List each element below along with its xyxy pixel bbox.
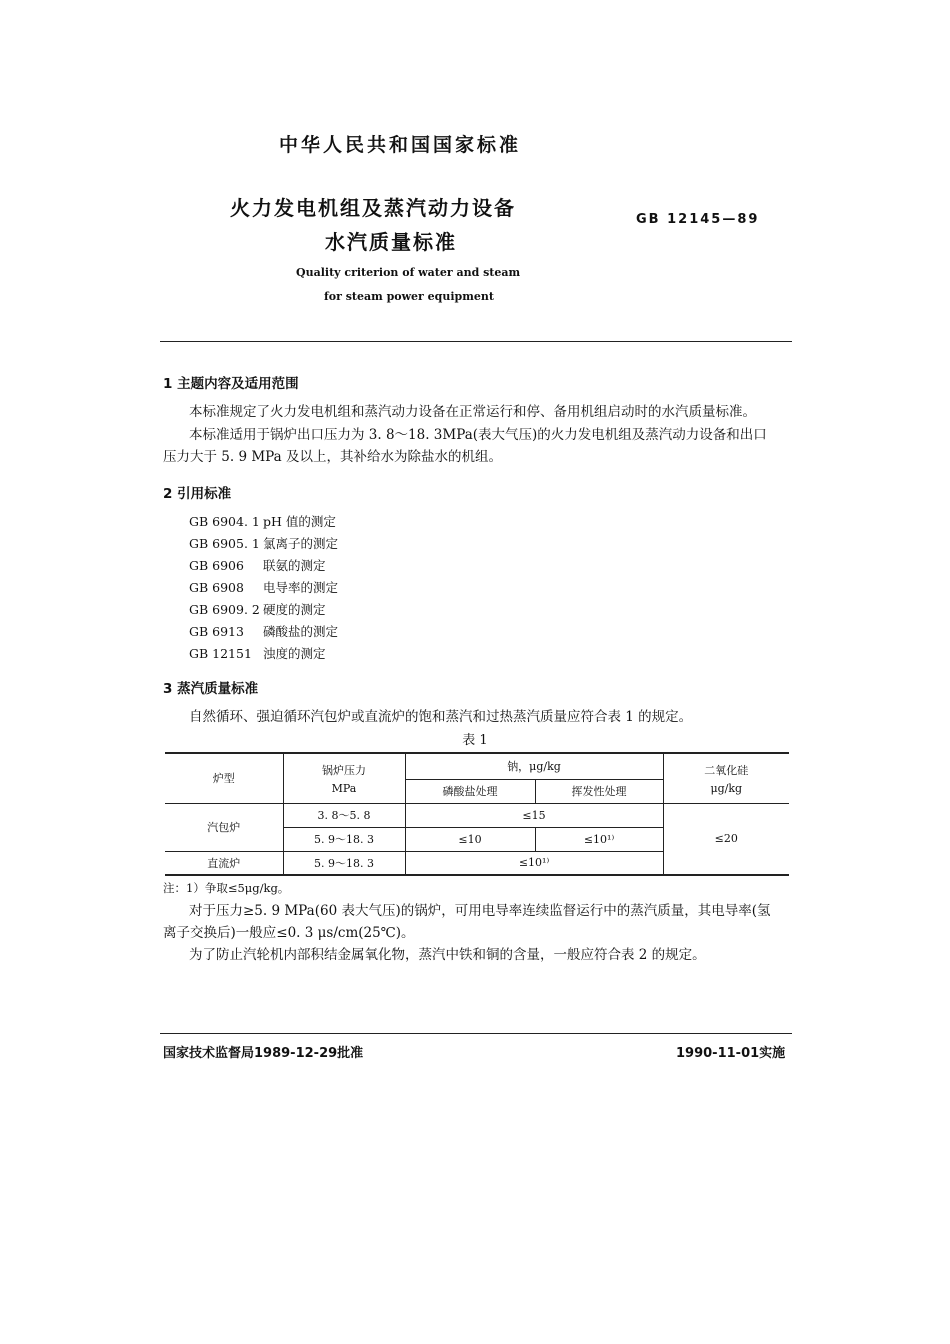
header-silica: 二氧化硅 μg/kg [663, 753, 789, 803]
implementation-date: 1990-11-01实施 [676, 1046, 786, 1061]
table-1-caption: 表 1 [462, 733, 488, 748]
reference-item [189, 555, 338, 577]
reference-name: 氯离子的测定 [263, 536, 339, 551]
drum-pressure-range-1: 3. 8～5. 8 [283, 803, 405, 827]
doc-title-line2: 水汽质量标准 [325, 230, 457, 254]
header-boiler-pressure: 锅炉压力 MPa [283, 753, 405, 803]
section-1-paragraph-2b: 压力大于 5. 9 MPa 及以上，其补给水为除盐水的机组。 [163, 449, 502, 465]
reference-code: GB 6913 [189, 624, 244, 639]
reference-name: 浊度的测定 [263, 646, 326, 661]
reference-code: GB 6904. 1 [189, 514, 260, 529]
reference-item [189, 599, 338, 621]
reference-code: GB 6909. 2 [189, 602, 260, 617]
drum-boiler-label: 汽包炉 [165, 803, 283, 851]
reference-code: GB 6908 [189, 580, 244, 595]
section-3-intro: 自然循环、强迫循环汽包炉或直流炉的饱和蒸汽和过热蒸汽质量应符合表 1 的规定。 [189, 709, 693, 725]
section-1-paragraph-1: 本标准规定了火力发电机组和蒸汽动力设备在正常运行和停、备用机组启动时的水汽质量标准。 [189, 404, 756, 420]
header-sodium: 钠，μg/kg [405, 753, 663, 779]
approval-date: 国家技术监督局1989-12-29批准 [163, 1046, 364, 1061]
table-note: 注：1）争取≤5μg/kg。 [163, 881, 290, 895]
reference-item [189, 533, 338, 555]
reference-item [189, 511, 338, 533]
drum-pressure-range-2: 5. 9～18. 3 [283, 827, 405, 851]
reference-list [189, 511, 338, 665]
footer-divider [160, 1033, 792, 1034]
section-3-paragraph-2a: 对于压力≥5. 9 MPa(60 表大气压)的锅炉，可用电导率连续监督运行中的蒸汽质量，其电导率(氢 [189, 903, 771, 919]
steam-quality-table [165, 752, 789, 876]
once-through-sodium-value: ≤10¹⁾ [405, 851, 663, 875]
reference-item [189, 577, 338, 599]
reference-code: GB 12151 [189, 646, 252, 661]
section-3-heading: 3 蒸汽质量标准 [163, 681, 259, 697]
standard-code: GB 12145—89 [636, 212, 760, 227]
reference-name: pH 值的测定 [263, 514, 336, 529]
reference-name: 联氨的测定 [263, 558, 326, 573]
drum-sodium-volatile-value: ≤10¹⁾ [535, 827, 663, 851]
section-1-heading: 1 主题内容及适用范围 [163, 376, 299, 392]
silica-value: ≤20 [663, 803, 789, 875]
reference-name: 磷酸盐的测定 [263, 624, 339, 639]
english-title-line2: for steam power equipment [324, 290, 494, 303]
table-row [165, 803, 789, 827]
reference-name: 硬度的测定 [263, 602, 326, 617]
reference-name: 电导率的测定 [263, 580, 339, 595]
header-boiler-type: 炉型 [165, 753, 283, 803]
drum-sodium-value-1: ≤15 [405, 803, 663, 827]
section-2-heading: 2 引用标准 [163, 486, 232, 502]
reference-code: GB 6905. 1 [189, 536, 260, 551]
header-divider [160, 341, 792, 342]
english-title-line1: Quality criterion of water and steam [296, 266, 521, 279]
header-volatile-treatment: 挥发性处理 [535, 779, 663, 803]
section-1-paragraph-2a: 本标准适用于锅炉出口压力为 3. 8～18. 3MPa(表大气压)的火力发电机组及蒸汽动力设备和出口 [189, 427, 767, 443]
once-through-boiler-label: 直流炉 [165, 851, 283, 875]
reference-code: GB 6906 [189, 558, 244, 573]
header-phosphate-treatment: 磷酸盐处理 [405, 779, 535, 803]
section-3-paragraph-2b: 离子交换后)一般应≤0. 3 μs/cm(25℃)。 [163, 925, 415, 941]
doc-title-line1: 火力发电机组及蒸汽动力设备 [230, 196, 516, 220]
standard-org-title: 中华人民共和国国家标准 [278, 134, 521, 156]
section-3-paragraph-3: 为了防止汽轮机内部积结金属氧化物，蒸汽中铁和铜的含量，一般应符合表 2 的规定。 [189, 947, 706, 963]
drum-sodium-phosphate-value: ≤10 [405, 827, 535, 851]
reference-item [189, 621, 338, 643]
once-through-pressure-range: 5. 9～18. 3 [283, 851, 405, 875]
reference-item [189, 643, 338, 665]
